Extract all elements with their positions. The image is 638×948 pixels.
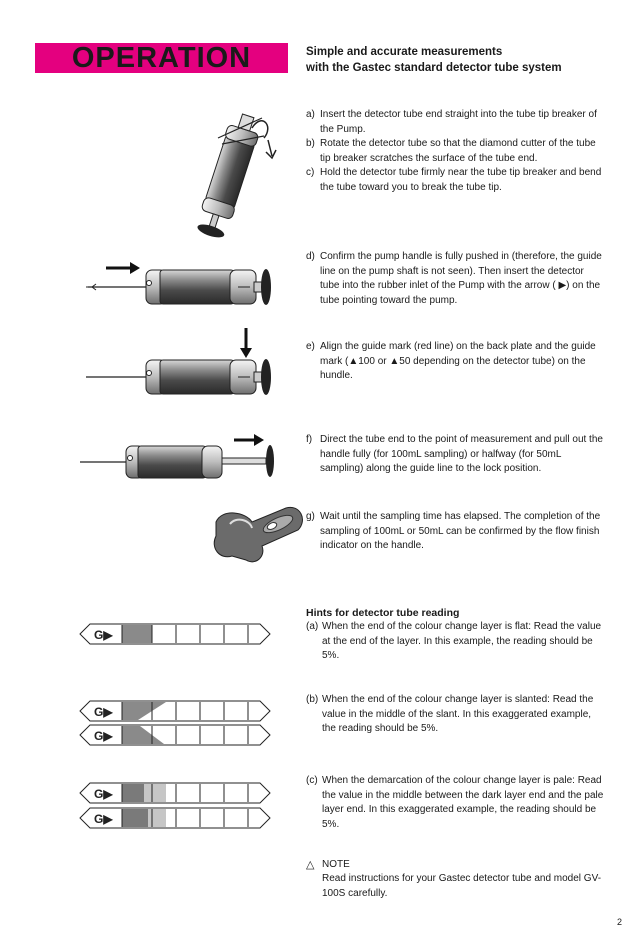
detector-tube-b1 xyxy=(80,701,270,721)
tube-logo: G▶ xyxy=(94,705,113,719)
hints-heading: Hints for detector tube reading xyxy=(306,607,460,619)
step-a: a) Insert the detector tube end straight into the tube tip breaker of the Pump. xyxy=(306,109,597,135)
step-f: f) Direct the tube end to the point of measurement and pull out the handle fully (for 100mL sampling) or halfway (for 50mL sampling) along the guide line to the lock position. xyxy=(306,434,603,474)
note-text: Read instructions for your Gastec detector tube and model GV-100S carefully. xyxy=(322,873,602,899)
hint-c: (c) When the demarcation of the colour change layer is pale: Read the value in the middle between the dark layer end and the pale layer end. In this exaggerated example, the reading should be 5%. xyxy=(306,775,604,830)
tube-logo: G▶ xyxy=(94,812,113,826)
step-e: e) Align the guide mark (red line) on the back plate and the guide mark (▲100 or ▲50 depending on the detector tube) on the hundle. xyxy=(306,341,596,381)
page-number: 2 xyxy=(617,917,623,927)
tube-logo: G▶ xyxy=(94,729,113,743)
detector-tube-c1 xyxy=(80,783,270,803)
tube-logo: G▶ xyxy=(94,628,113,642)
tube-logo: G▶ xyxy=(94,787,113,801)
hint-b: (b) When the end of the colour change layer is slanted: Read the value in the middle of the slant. In this exaggerated example, the reading should be 5%. xyxy=(306,694,594,734)
step-d: d) Confirm the pump handle is fully pushed in (therefore, the guide line on the pump shaft is not seen). Then insert the detector tube into the rubber inlet of the Pump with the arrow ( ▶) on the tube pointing toward the pump. xyxy=(306,251,602,306)
step-g: g) Wait until the sampling time has elapsed. The completion of the sampling of 100mL or 50mL can be confirmed by the flow finish indicator on the handle. xyxy=(306,511,601,551)
note-heading: △ NOTE xyxy=(306,859,350,871)
warning-triangle-icon: △ xyxy=(306,859,315,871)
detector-tube-b2 xyxy=(80,725,270,745)
pump-step-d-illustration xyxy=(86,262,271,305)
step-b: b) Rotate the detector tube so that the diamond cutter of the tube tip breaker scratches the surface of the tube end. xyxy=(306,138,596,164)
title-line-1: Simple and accurate measurements xyxy=(306,46,503,58)
pump-handle-illustration xyxy=(214,507,302,561)
step-c: c) Hold the detector tube firmly near the tube tip breaker and bend the tube toward you to break the tube tip. xyxy=(306,167,602,193)
pump-step-f-illustration xyxy=(80,434,274,478)
detector-tube-c2 xyxy=(80,808,270,828)
title-line-2: with the Gastec standard detector tube system xyxy=(306,62,562,74)
pump-tilted-illustration xyxy=(194,111,263,241)
pump-step-e-illustration xyxy=(86,328,271,395)
hint-a: (a) When the end of the colour change layer is flat: Read the value at the end of the layer. In this example, the reading should be 5%. xyxy=(306,621,602,661)
detector-tube-a xyxy=(80,624,270,644)
operation-banner: OPERATION xyxy=(35,43,288,73)
